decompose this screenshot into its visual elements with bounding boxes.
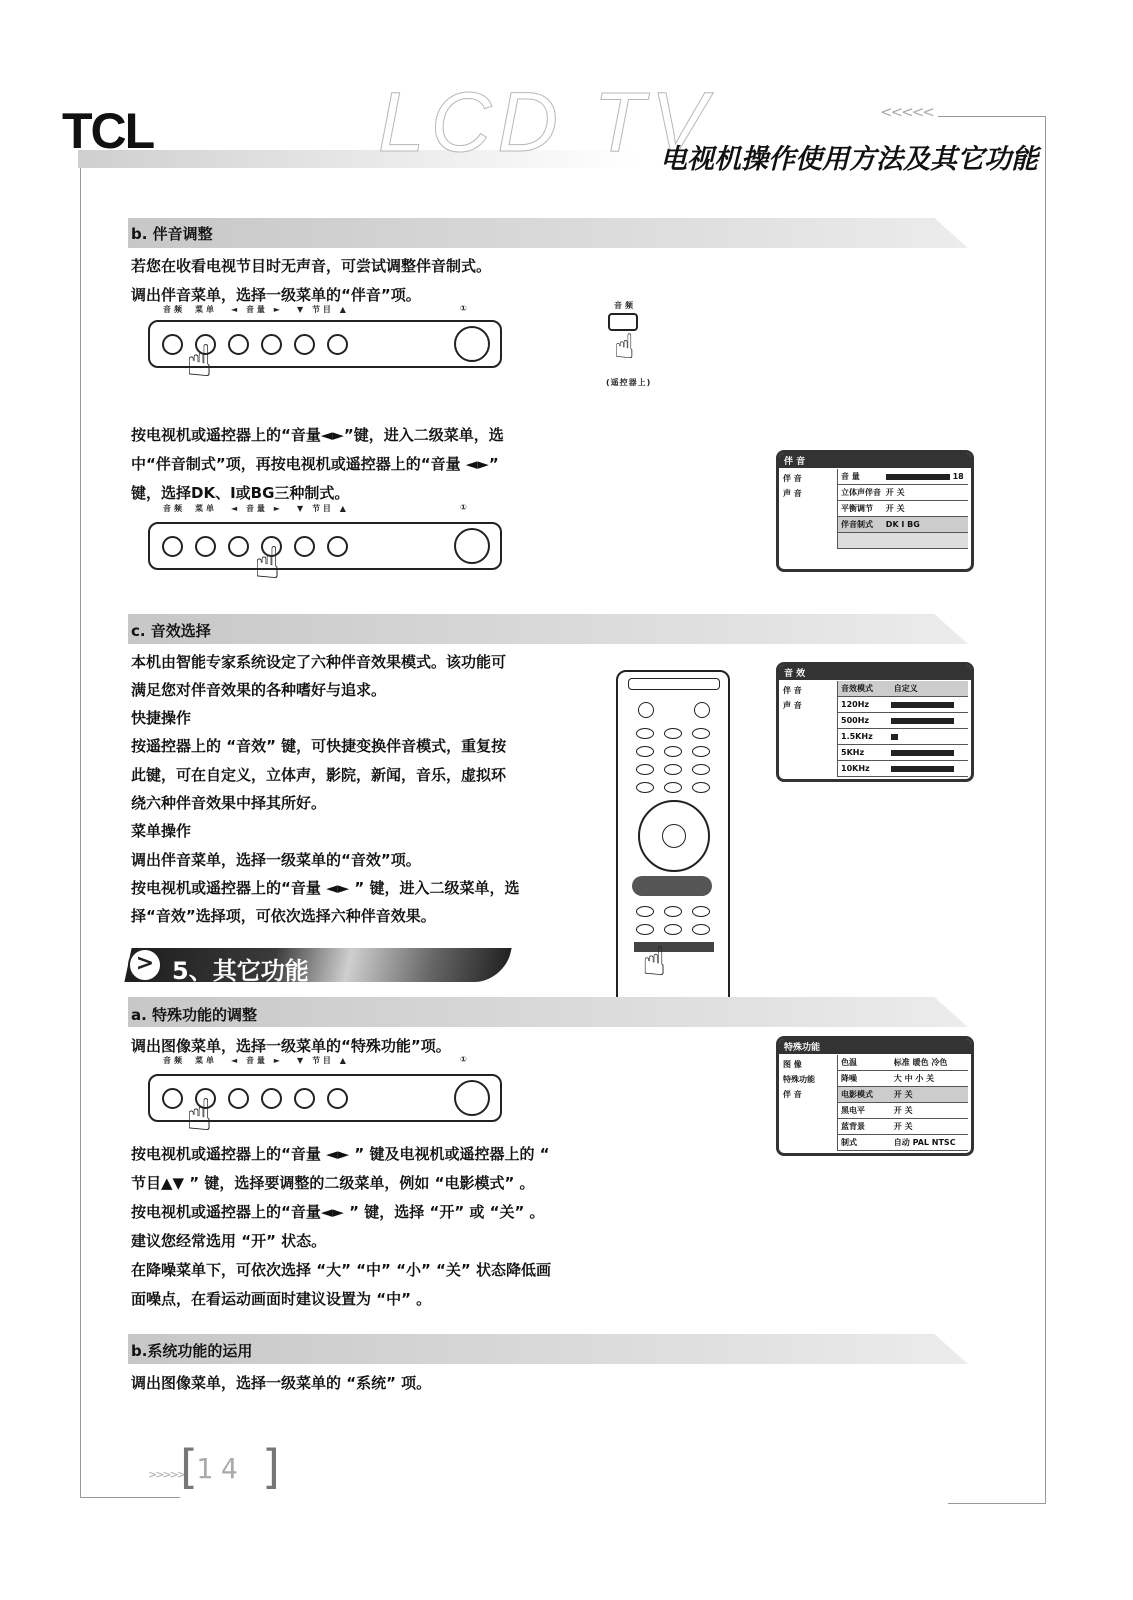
osd-row-value: 开 关 xyxy=(893,1122,913,1131)
osd-special-function-menu xyxy=(776,1036,974,1156)
audio-knob[interactable] xyxy=(162,334,183,355)
osd-header: 音 效 xyxy=(779,665,971,680)
header-chevrons: <<<<< xyxy=(880,103,933,121)
audio-knob[interactable] xyxy=(162,536,183,557)
paragraph: 调出图像菜单，选择一级菜单的“特殊功能”项。 xyxy=(131,1037,451,1055)
osd-left-item: 图 像 xyxy=(783,1060,802,1069)
osd-left-item: 声 音 xyxy=(783,489,802,498)
osd-row-label: 电影模式 xyxy=(841,1090,873,1099)
remote-button-label: 音频 xyxy=(614,301,636,310)
paragraph: 键，选择DK、I或BG三种制式。 xyxy=(131,484,350,502)
paragraph: 满足您对伴音效果的各种嗜好与追求。 xyxy=(131,681,387,699)
osd-row-value: 自定义 xyxy=(893,684,918,693)
section-title: b. 伴音调整 xyxy=(131,225,213,243)
osd-row-value: 大 中 小 关 xyxy=(893,1074,935,1083)
menu-knob[interactable] xyxy=(195,536,216,557)
remote-digit-button[interactable] xyxy=(664,764,682,775)
osd-row xyxy=(838,469,968,485)
osd-left-item: 伴 音 xyxy=(783,686,802,695)
osd-row-label: 伴音制式 xyxy=(841,520,873,529)
osd-row-value: 标准 暖色 冷色 xyxy=(893,1058,948,1067)
remote-digit-button[interactable] xyxy=(636,746,654,757)
pointing-hand-icon: ☝ xyxy=(254,538,281,589)
section-title: c. 音效选择 xyxy=(131,622,211,640)
lcd-tv-wordmark: LCD TV xyxy=(378,75,713,169)
osd-row-value: 开 关 xyxy=(893,1106,913,1115)
osd-row xyxy=(838,1071,968,1087)
remote-digit-button[interactable] xyxy=(692,728,710,739)
paragraph: 调出伴音菜单，选择一级菜单的“伴音”项。 xyxy=(131,286,421,304)
panel-labels xyxy=(163,304,483,316)
osd-row-value: 开 关 xyxy=(893,1090,913,1099)
osd-row xyxy=(838,501,968,517)
left-frame-line xyxy=(80,168,81,1498)
remote-power-button[interactable] xyxy=(638,702,654,718)
panel-label-audio: 音频 xyxy=(163,305,185,314)
panel-label-menu: 菜单 xyxy=(195,1056,217,1065)
panel-labels xyxy=(163,1055,483,1067)
remote-function-button[interactable] xyxy=(692,924,710,935)
eq-band-row xyxy=(838,729,968,745)
eq-band-level xyxy=(891,718,954,724)
remote-digit-button[interactable] xyxy=(664,728,682,739)
remote-dpad[interactable] xyxy=(638,800,710,872)
section5-title: 5、其它功能 xyxy=(172,957,309,985)
eq-band-label: 1.5KHz xyxy=(841,732,873,741)
subheading: 菜单操作 xyxy=(131,822,192,840)
osd-row xyxy=(838,1055,968,1071)
power-button[interactable] xyxy=(454,528,490,564)
osd-row-selected xyxy=(838,1087,968,1103)
osd-row-label: 黑电平 xyxy=(841,1106,865,1115)
osd-rows xyxy=(837,469,968,549)
panel-label-menu: 菜单 xyxy=(195,504,217,513)
pointing-hand-icon: ☝ xyxy=(642,939,667,985)
remote-control xyxy=(616,670,730,1004)
paragraph: 若您在收看电视节目时无声音，可尝试调整伴音制式。 xyxy=(131,257,492,275)
panel-label-channel: ▼ 节目 ▲ xyxy=(297,1056,349,1065)
eq-band-label: 500Hz xyxy=(841,716,870,725)
osd-row-label: 降噪 xyxy=(841,1074,857,1083)
remote-mute-button[interactable] xyxy=(694,702,710,718)
section-bar xyxy=(128,614,968,644)
panel-label-audio: 音频 xyxy=(163,504,185,513)
osd-row xyxy=(838,485,968,501)
osd-sound-effect-menu xyxy=(776,662,974,782)
osd-row-label: 平衡调节 xyxy=(841,504,873,513)
panel-label-volume: ◄ 音量 ► xyxy=(231,1056,283,1065)
osd-row-label: 色温 xyxy=(841,1058,857,1067)
volume-up-knob[interactable] xyxy=(261,1088,282,1109)
panel-label-power: ① xyxy=(460,503,470,512)
section-title: a. 特殊功能的调整 xyxy=(131,1006,258,1024)
osd-sound-menu xyxy=(776,450,974,572)
paragraph: 本机由智能专家系统设定了六种伴音效果模式。该功能可 xyxy=(131,653,507,671)
section-title: b.系统功能的运用 xyxy=(131,1342,253,1360)
osd-row-label: 立体声伴音 xyxy=(841,488,881,497)
osd-left-column xyxy=(783,683,833,713)
osd-row-selected xyxy=(838,517,968,533)
paragraph: 调出图像菜单，选择一级菜单的 “系统” 项。 xyxy=(131,1374,432,1392)
remote-digit-button[interactable] xyxy=(692,746,710,757)
remote-function-button[interactable] xyxy=(636,924,654,935)
paragraph: 按电视机或遥控器上的“音量◄► ” 键，选择 “开” 或 “关” 。 xyxy=(131,1203,545,1221)
osd-row-value: 自动 PAL NTSC xyxy=(893,1138,956,1147)
osd-row-value: DK I BG xyxy=(885,520,920,529)
paragraph: 在降噪菜单下，可依次选择 “大” “中” “小” “关” 状态降低画 xyxy=(131,1261,551,1279)
volume-bar xyxy=(886,474,950,480)
volume-down-knob[interactable] xyxy=(228,334,249,355)
osd-left-item: 伴 音 xyxy=(783,474,802,483)
paragraph: 此键，可在自定义，立体声，影院，新闻，音乐，虚拟环 xyxy=(131,766,507,784)
volume-up-knob[interactable] xyxy=(261,334,282,355)
pointing-hand-icon: ☝ xyxy=(186,1090,213,1141)
eq-band-row xyxy=(838,697,968,713)
paragraph: 面噪点，在看运动画面时建议设置为 “中” 。 xyxy=(131,1290,432,1308)
paragraph: 按遥控器上的 “音效” 键，可快捷变换伴音模式，重复按 xyxy=(131,737,507,755)
panel-label-volume: ◄ 音量 ► xyxy=(231,504,283,513)
eq-band-label: 5KHz xyxy=(841,748,865,757)
eq-band-row xyxy=(838,761,968,777)
panel-label-channel: ▼ 节目 ▲ xyxy=(297,305,349,314)
osd-row-label: 制式 xyxy=(841,1138,857,1147)
panel-labels xyxy=(163,503,483,515)
panel-label-volume: ◄ 音量 ► xyxy=(231,305,283,314)
osd-row xyxy=(838,1135,968,1151)
remote-color-keys[interactable] xyxy=(632,876,712,896)
power-button[interactable] xyxy=(454,1080,490,1116)
remote-function-button[interactable] xyxy=(692,906,710,917)
paragraph: 按电视机或遥控器上的“音量◄►”键，进入二级菜单，选 xyxy=(131,426,504,444)
footer-chevrons: >>>>> xyxy=(148,1468,185,1481)
osd-left-column xyxy=(783,471,833,501)
remote-function-button[interactable] xyxy=(664,924,682,935)
osd-row-label: 蓝背景 xyxy=(841,1122,865,1131)
osd-row-label: 音 量 xyxy=(841,472,860,481)
section5-arrow-icon: > xyxy=(128,948,162,982)
eq-band-label: 120Hz xyxy=(841,700,870,709)
header-rule xyxy=(938,116,1046,117)
remote-digit-button[interactable] xyxy=(636,782,654,793)
paragraph: 按电视机或遥控器上的“音量 ◄► ” 键，进入二级菜单，选 xyxy=(131,879,520,897)
panel-label-audio: 音频 xyxy=(163,1056,185,1065)
remote-digit-button[interactable] xyxy=(664,746,682,757)
remote-digit-button[interactable] xyxy=(664,782,682,793)
volume-down-knob[interactable] xyxy=(228,1088,249,1109)
remote-function-button[interactable] xyxy=(664,906,682,917)
right-frame-line xyxy=(1045,116,1046,1504)
page-number-box-right xyxy=(262,1440,280,1494)
tcl-logo: TCL xyxy=(62,103,154,159)
osd-left-column xyxy=(783,1057,833,1102)
footer-rule-right xyxy=(948,1503,1046,1504)
eq-band-level xyxy=(891,750,954,756)
volume-down-knob[interactable] xyxy=(228,536,249,557)
remote-ok-button[interactable] xyxy=(662,824,686,848)
eq-band-level xyxy=(891,734,898,740)
paragraph: 择“音效”选择项，可依次选择六种伴音效果。 xyxy=(131,907,436,925)
page-title: 电视机操作使用方法及其它功能 xyxy=(660,144,1038,175)
section-bar xyxy=(128,1334,968,1364)
remote-digit-button[interactable] xyxy=(692,782,710,793)
paragraph: 节目▲▼ ” 键，选择要调整的二级菜单，例如 “电影模式” 。 xyxy=(131,1174,535,1192)
osd-row xyxy=(838,1103,968,1119)
eq-band-level xyxy=(891,766,954,772)
paragraph: 建议您经常选用 “开” 状态。 xyxy=(131,1232,327,1250)
channel-up-knob[interactable] xyxy=(327,1088,348,1109)
channel-down-knob[interactable] xyxy=(294,1088,315,1109)
osd-left-item: 伴 音 xyxy=(783,1090,802,1099)
remote-top-slot xyxy=(628,678,720,690)
osd-rows xyxy=(837,681,968,777)
osd-row-empty xyxy=(838,533,968,549)
osd-row-selected xyxy=(838,681,968,697)
remote-digit-button[interactable] xyxy=(636,764,654,775)
pointing-hand-icon: ☝ xyxy=(186,336,213,387)
channel-up-knob[interactable] xyxy=(327,334,348,355)
paragraph: 调出伴音菜单，选择一级菜单的“音效”项。 xyxy=(131,851,421,869)
remote-function-button[interactable] xyxy=(636,906,654,917)
tv-control-panel xyxy=(148,522,502,570)
osd-row-value: 开 关 xyxy=(885,504,905,513)
page-number: 14 xyxy=(196,1452,246,1485)
paragraph: 绕六种伴音效果中择其所好。 xyxy=(131,794,327,812)
audio-knob[interactable] xyxy=(162,1088,183,1109)
osd-left-item: 声 音 xyxy=(783,701,802,710)
osd-header: 特殊功能 xyxy=(779,1039,971,1054)
panel-label-power: ① xyxy=(460,304,470,313)
osd-header: 伴 音 xyxy=(779,453,971,468)
osd-left-item: 特殊功能 xyxy=(783,1075,815,1084)
eq-band-label: 10KHz xyxy=(841,764,870,773)
osd-rows xyxy=(837,1055,968,1151)
remote-caption: (遥控器上) xyxy=(606,378,652,387)
power-button[interactable] xyxy=(454,326,490,362)
channel-down-knob[interactable] xyxy=(294,334,315,355)
footer-rule-left xyxy=(80,1497,180,1498)
remote-digit-button[interactable] xyxy=(692,764,710,775)
paragraph: 中“伴音制式”项，再按电视机或遥控器上的“音量 ◄►” xyxy=(131,455,499,473)
section-bar xyxy=(128,218,968,248)
eq-band-row xyxy=(838,713,968,729)
subheading: 快捷操作 xyxy=(131,709,192,727)
pointing-hand-icon: ☝ xyxy=(614,327,635,367)
paragraph: 按电视机或遥控器上的“音量 ◄► ” 键及电视机或遥控器上的 “ xyxy=(131,1145,550,1163)
right-bracket: ] xyxy=(262,1440,280,1494)
eq-band-level xyxy=(891,702,954,708)
remote-digit-button[interactable] xyxy=(636,728,654,739)
channel-up-knob[interactable] xyxy=(327,536,348,557)
panel-label-menu: 菜单 xyxy=(195,305,217,314)
osd-row-value: 18 xyxy=(952,472,964,481)
panel-label-power: ① xyxy=(460,1055,470,1064)
channel-down-knob[interactable] xyxy=(294,536,315,557)
left-bracket: [ xyxy=(180,1440,198,1494)
panel-label-channel: ▼ 节目 ▲ xyxy=(297,504,349,513)
osd-row-value: 开 关 xyxy=(885,488,905,497)
osd-row xyxy=(838,1119,968,1135)
eq-band-row xyxy=(838,745,968,761)
osd-row-label: 音效模式 xyxy=(841,684,873,693)
